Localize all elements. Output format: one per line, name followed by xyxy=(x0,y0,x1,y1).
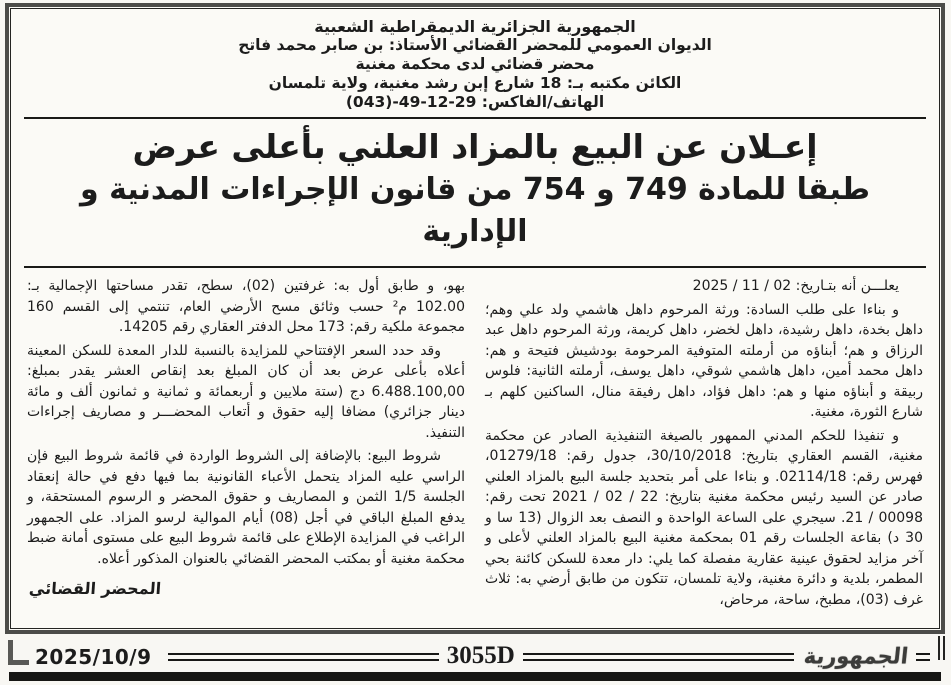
footer-strip xyxy=(6,640,945,672)
right-corner-mark xyxy=(932,636,945,660)
bailiff-office-name-line: الديوان العمومي للمحضر القضائي الأستاذ: بن صابر محمد فاتح xyxy=(238,36,712,54)
notice-inner-frame xyxy=(10,8,940,629)
publication-date: 2025/10/9 xyxy=(35,645,152,669)
office-phone-line xyxy=(23,93,927,112)
bailiff-office-header xyxy=(23,17,927,112)
newspaper-logo: الجمهورية xyxy=(802,643,910,669)
auction-title-line1: إعـلان عن البيع بالمزاد العلني بأعلى عرض xyxy=(132,127,818,166)
announce-date-paragraph: يعلـــن أنه بتـاريخ: 02 / 11 / 2025 xyxy=(692,278,899,294)
republic-title-line: الجمهورية الجزائرية الديمقراطية الشعبية xyxy=(314,17,636,36)
sale-conditions-paragraph: شروط البيع: بالإضافة إلى الشروط الواردة في قائمة شروط البيع فإن الراسي عليه المزاد يتحمل الأعباء القانونية بما فيها دفع في حالة إنعقاد الجلسة 1/5 الثمن و المصاريف و حقوق المحضر و الرسوم المستحقة، و يدفع المبلغ الباقي في أجل (08) أيام الموالية لرسو المزاد. على الجمهور الراغب في المزايدة الإطلاع على قائمة شروط البيع على مستوى أمانة ضبط محكمة مغنية أو بمكتب المحضر القضائي بالعنوان المذكور أعلاه. xyxy=(27,448,465,567)
auction-title-block xyxy=(23,119,927,261)
notice-border-frame xyxy=(5,3,945,634)
bailiff-court-line: محضر قضائي لدى محكمة مغنية xyxy=(355,55,595,73)
phone-fax-number: (043)-49-12-29 xyxy=(345,93,477,111)
left-corner-mark xyxy=(8,640,29,665)
footer-rule-left xyxy=(168,653,439,661)
heirs-request-paragraph: و بناءا على طلب السادة: ورثة المرحوم داهل هاشمي ولد علي وهم؛ داهل بخدة، داهل رشيدة، داهل لخضر، داهل كريمة، ورثة المرحوم داهل عبد الرزاق و هم؛ أبناؤه من أرملته المتوفية المرحومة بودشيش فتيحة و هم: داهل محمد أمين، داهل هاشمي شوقي، داهل يوسف، أرملته الثانية: فلوس ربيقة و أبناؤه منها و هم: داهل فؤاد، داهل رفيقة منال، الساكنين كلهم بـ شارع الثورة، مغنية. xyxy=(485,301,923,420)
footer-rule-stub xyxy=(916,653,930,661)
auction-title-line2: طبقا للمادة 749 و 754 من قانون الإجراءات المدنية و الإدارية xyxy=(80,172,870,249)
body-column-left xyxy=(27,276,465,613)
bottom-black-bar xyxy=(9,672,941,681)
judgment-and-session-paragraph: و تنفيذا للحكم المدني الممهور بالصيغة التنفيذية الصادر عن محكمة مغنية، القسم العقاري بتاريخ: 30/10/2018، جدول رقم: 01279/18، فهرس رقم: 02114/18. و بناءا على أمر بتحديد جلسة البيع بالمزاد العلني صادر عن السيد رئيس محكمة مغنية بتاريخ: 22 / 02 / 2021 تحت رقم: 00098 / 21. سيجري على الساعة الواحدة و النصف بعد الزوال (13 سا و 30 د) بقاعة الجلسات رقم 01 بمحكمة مغنية البيع بالمزاد العلني لأعلى و آخر مزايد لحقوق عينية عقارية مفصلة كما يلي: دار معدة للسكن كائنة بحي المطمر، بلدية و دائرة مغنية، ولاية تلمسان، تتكون من طابق أرضي به: ثلاث غرف (03)، مطبخ، ساحة، مرحاض، xyxy=(485,427,923,608)
opening-price-paragraph: وقد حدد السعر الإفتتاحي للمزايدة بالنسبة للدار المعدة للسكن المعينة أعلاه بأعلى عرض بعد أن كان المبلغ بعد إنقاص العشر يقدر بمبلغ: 6.488.100,00 دج (ستة ملايين و أربعمائة و ثمانية و ثمانون ألف و مائة دينار جزائري) مضافا إليه حقوق و أتعاب المحضـــر و مصاريف إجراءات التنفيذ. xyxy=(27,342,465,441)
phone-fax-label: الهاتف/الفاكس: xyxy=(481,93,605,111)
notice-body-columns xyxy=(23,276,927,613)
body-column-right xyxy=(485,276,923,613)
bailiff-signature: المحضر القضائي xyxy=(28,579,162,598)
office-address-line: الكائن مكتبه بـ: 18 شارع إبن رشد مغنية، ولاية تلمسان xyxy=(268,74,682,92)
footer-rule-right xyxy=(523,653,794,661)
title-bottom-rule xyxy=(24,266,926,268)
property-description-paragraph: بهو، و طابق أول به: غرفتين (02)، سطح، تقدر مساحتها الإجمالية بـ: 102.00 م² حسب وثائق مسح الأرضي العام، تنتمي إلى القسم 160 مجموعة ملكية رقم: 173 محل الدفتر العقاري رقم 14205. xyxy=(27,278,465,335)
notice-reference-code: 3055D xyxy=(446,642,515,669)
